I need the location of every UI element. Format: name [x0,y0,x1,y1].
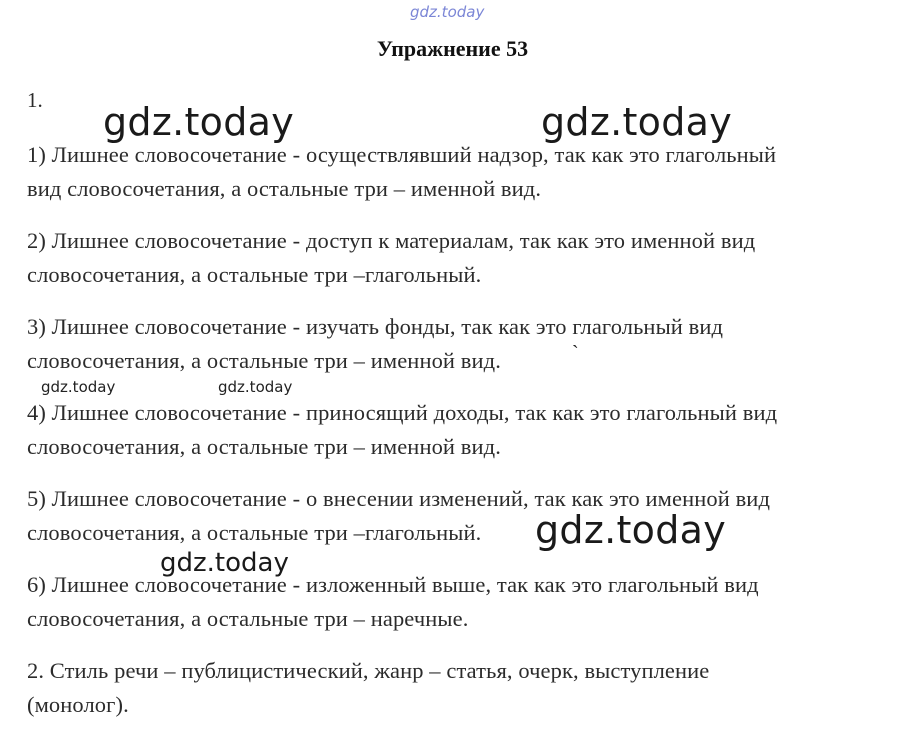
watermark-small-left: gdz.today [41,378,116,396]
watermark-top: gdz.today [410,3,485,21]
stray-mark: ˋ [572,342,579,364]
item-2-line-1: 2) Лишнее словосочетание - доступ к материалам, так как это именной вид [27,228,756,253]
watermark-big-center: gdz.today [535,508,727,552]
item-5-line-1: 5) Лишнее словосочетание - о внесении изменений, так как это именной вид [27,486,770,511]
page-title: Упражнение 53 [376,36,529,61]
item-6-line-2: словосочетания, а остальные три – наречные. [27,606,469,631]
watermark-small-right: gdz.today [218,378,293,396]
item-3-line-2: словосочетания, а остальные три – именной вид. [27,348,501,373]
section-1-label: 1. [27,88,43,112]
item-2-line-2: словосочетания, а остальные три –глагольный. [27,262,482,287]
watermark-mid-left: gdz.today [160,548,289,578]
item-4-line-1: 4) Лишнее словосочетание - приносящий доходы, так как это глагольный вид [27,400,778,425]
item-4-line-2: словосочетания, а остальные три – именной вид. [27,434,501,459]
item-3-line-1: 3) Лишнее словосочетание - изучать фонды, так как это глагольный вид [27,314,724,339]
watermark-big-right: gdz.today [541,100,733,144]
item-1-line-1: 1) Лишнее словосочетание - осуществлявший надзор, так как это глагольный [27,142,777,167]
item-1-line-2: вид словосочетания, а остальные три – именной вид. [27,176,542,201]
section-2-line-2: (монолог). [27,692,129,717]
watermark-big-left: gdz.today [103,100,295,144]
item-5-line-2: словосочетания, а остальные три –глагольный. [27,520,482,545]
section-2-line-1: 2. Стиль речи – публицистический, жанр – статья, очерк, выступление [27,658,710,683]
item-6-line-1: 6) Лишнее словосочетание - изложенный выше, так как это глагольный вид [27,572,759,597]
